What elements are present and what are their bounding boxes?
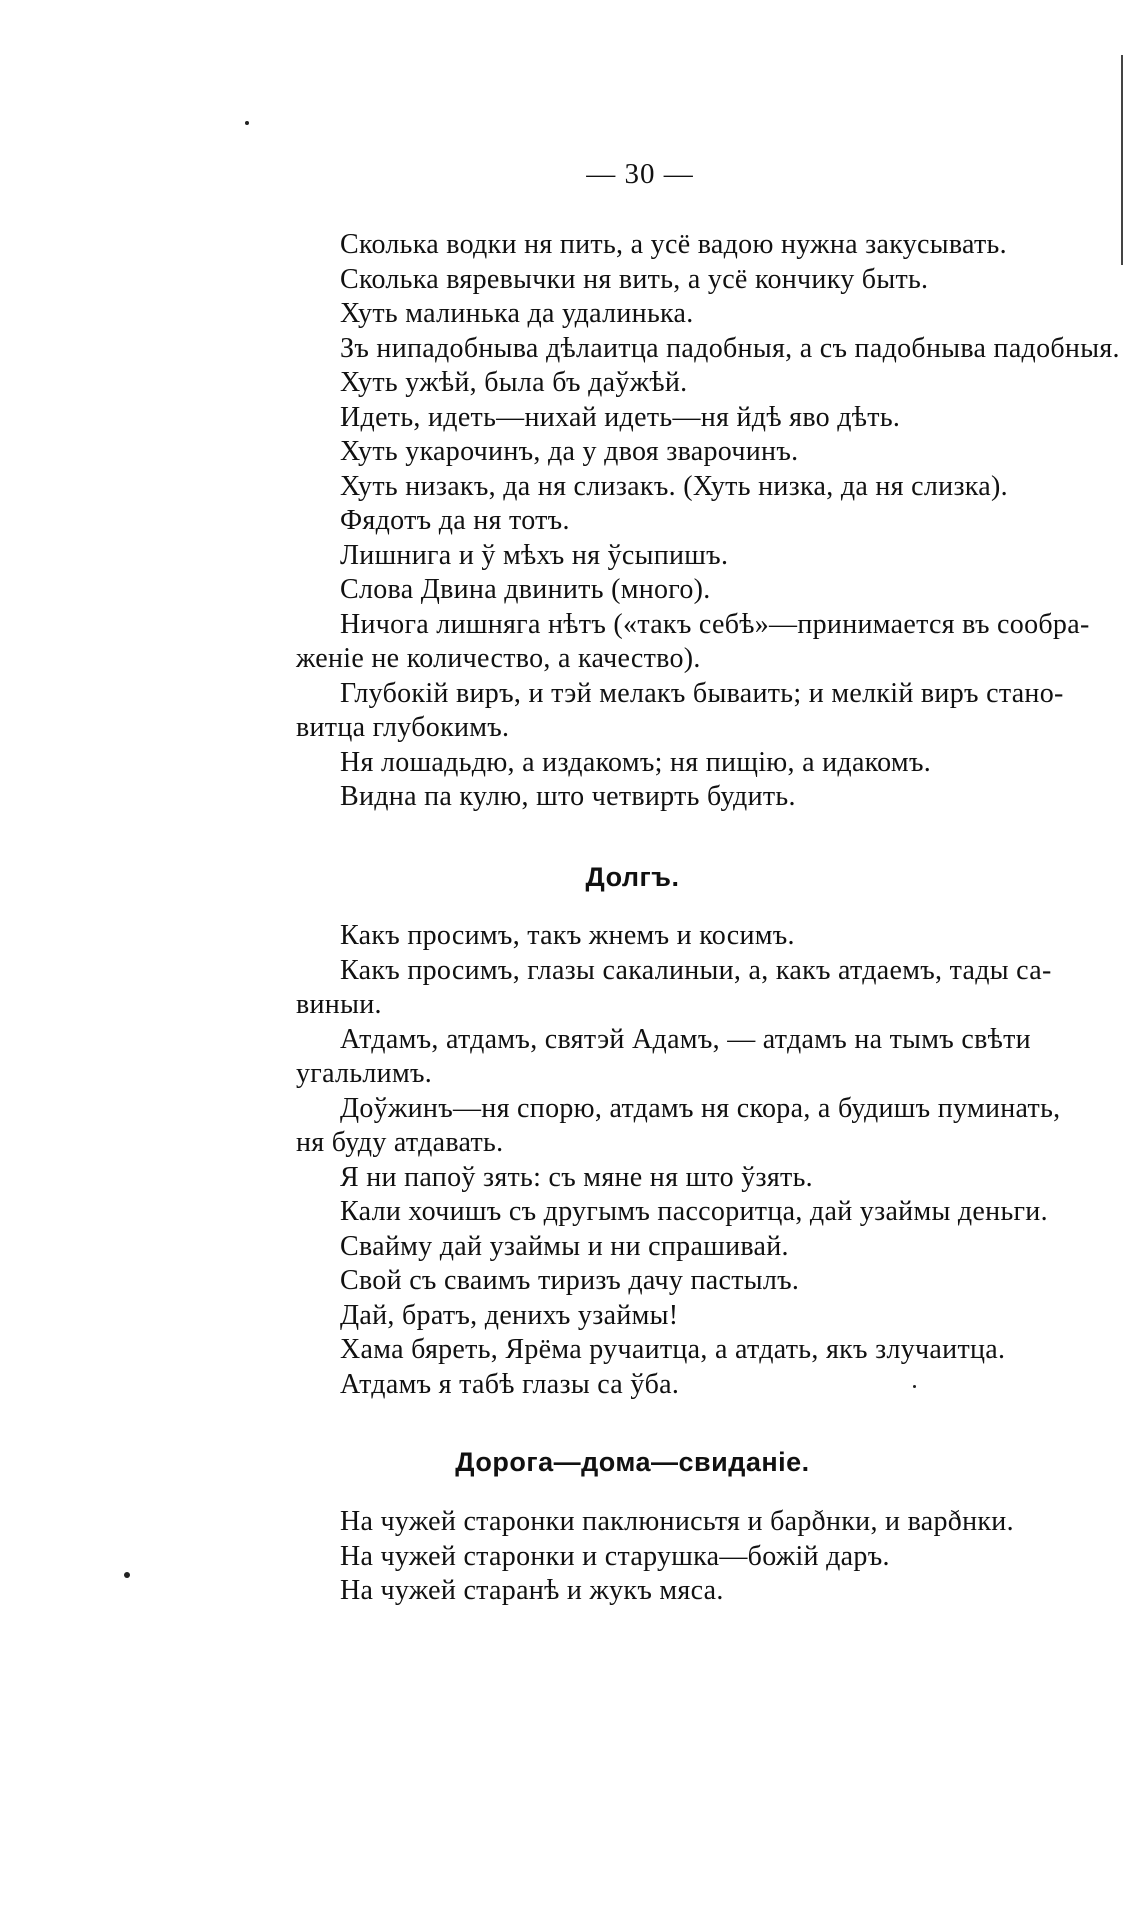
- text-line: угальлимъ.: [296, 1058, 433, 1089]
- text-line: Слова Двина двинить (много).: [340, 574, 711, 605]
- section-heading-dolg: Долгъ.: [585, 862, 680, 892]
- text-line: На чужей старонки и старушка—божій даръ.: [340, 1540, 890, 1572]
- text-line: Фядотъ да ня тотъ.: [340, 505, 570, 536]
- text-line: Дай, братъ, денихъ узаймы!: [340, 1299, 679, 1331]
- text-line: Я ни папоў зять: съ мяне ня што ўзять.: [340, 1161, 813, 1193]
- page-number: — 30 —: [586, 158, 694, 190]
- text-line: Хуть малинька да удалинька.: [340, 298, 694, 329]
- text-line: Сколька водки ня пить, а усё вадою нужна закусывать.: [340, 229, 1007, 260]
- text-line: Глубокій виръ, и тэй мелакъ бываить; и мелкій виръ стано-: [340, 677, 1064, 709]
- text-line: Хуть низакъ, да ня слизакъ. (Хуть низка, да ня слизка).: [340, 470, 1008, 502]
- text-line: Хама бяреть, Ярёма ручаитца, а атдать, якъ злучаитца.: [340, 1334, 1006, 1365]
- text-line: Хуть укарочинъ, да у двоя зварочинъ.: [340, 436, 799, 467]
- text-line: На чужей старанѣ и жукъ мяса.: [340, 1575, 724, 1606]
- text-line: Доўжинъ—ня спорю, атдамъ ня скора, а будишъ пуминать,: [340, 1092, 1061, 1124]
- text-line: Свой съ сваимъ тиризъ дачу пастылъ.: [340, 1265, 800, 1296]
- text-line: Ничога лишняга нѣтъ («такъ себѣ»—принимается въ сообра-: [340, 608, 1090, 640]
- text-line: Свайму дай узаймы и ни спрашивай.: [340, 1230, 789, 1262]
- ink-speck: [245, 121, 249, 125]
- section-heading-doroga: Дорога—дома—свиданіе.: [455, 1447, 810, 1477]
- text-line: Ня лошадьдю, а издакомъ; ня пищію, а идакомъ.: [340, 746, 932, 778]
- text-line: Хуть ужѣй, была бъ даўжѣй.: [340, 367, 688, 398]
- ink-speck: [124, 1572, 130, 1578]
- text-line: Видна па кулю, што четвирть будить.: [340, 781, 796, 812]
- proverbs-block-3: [340, 1505, 1060, 1609]
- text-line: На чужей старонки паклюнисьтя и барðнки, и варðнки.: [340, 1506, 1014, 1537]
- text-line: Идеть, идеть—нихай идеть—ня йдѣ яво дѣть.: [340, 401, 901, 433]
- text-line: Атдамъ я табѣ глазы са ўба.: [340, 1368, 680, 1400]
- text-line: ня буду атдавать.: [296, 1127, 504, 1158]
- text-line: виныи.: [296, 989, 382, 1020]
- proverbs-block-2: [296, 919, 1061, 1402]
- text-line: Атдамъ, атдамъ, святэй Адамъ, — атдамъ на тымъ свѣти: [340, 1023, 1031, 1055]
- proverbs-block-1: [296, 228, 1120, 815]
- text-line: витца глубокимъ.: [296, 712, 510, 743]
- text-line: женіе не количество, а качество).: [296, 643, 701, 674]
- text-line: Какъ просимъ, такъ жнемъ и косимъ.: [340, 920, 795, 951]
- text-line: Зъ нипадобныва дѣлаитца падобныя, а съ падобныва падобныя.: [340, 332, 1120, 364]
- text-line: Лишнига и ў мѣхъ ня ўсыпишъ.: [340, 539, 729, 571]
- text-line: Кали хочишъ съ другымъ пассоритца, дай узаймы деньги.: [340, 1196, 1048, 1227]
- text-line: Какъ просимъ, глазы сакалиныи, а, какъ атдаемъ, тады са-: [340, 954, 1052, 986]
- text-line: Сколька вяревычки ня вить, а усё кончику быть.: [340, 263, 929, 295]
